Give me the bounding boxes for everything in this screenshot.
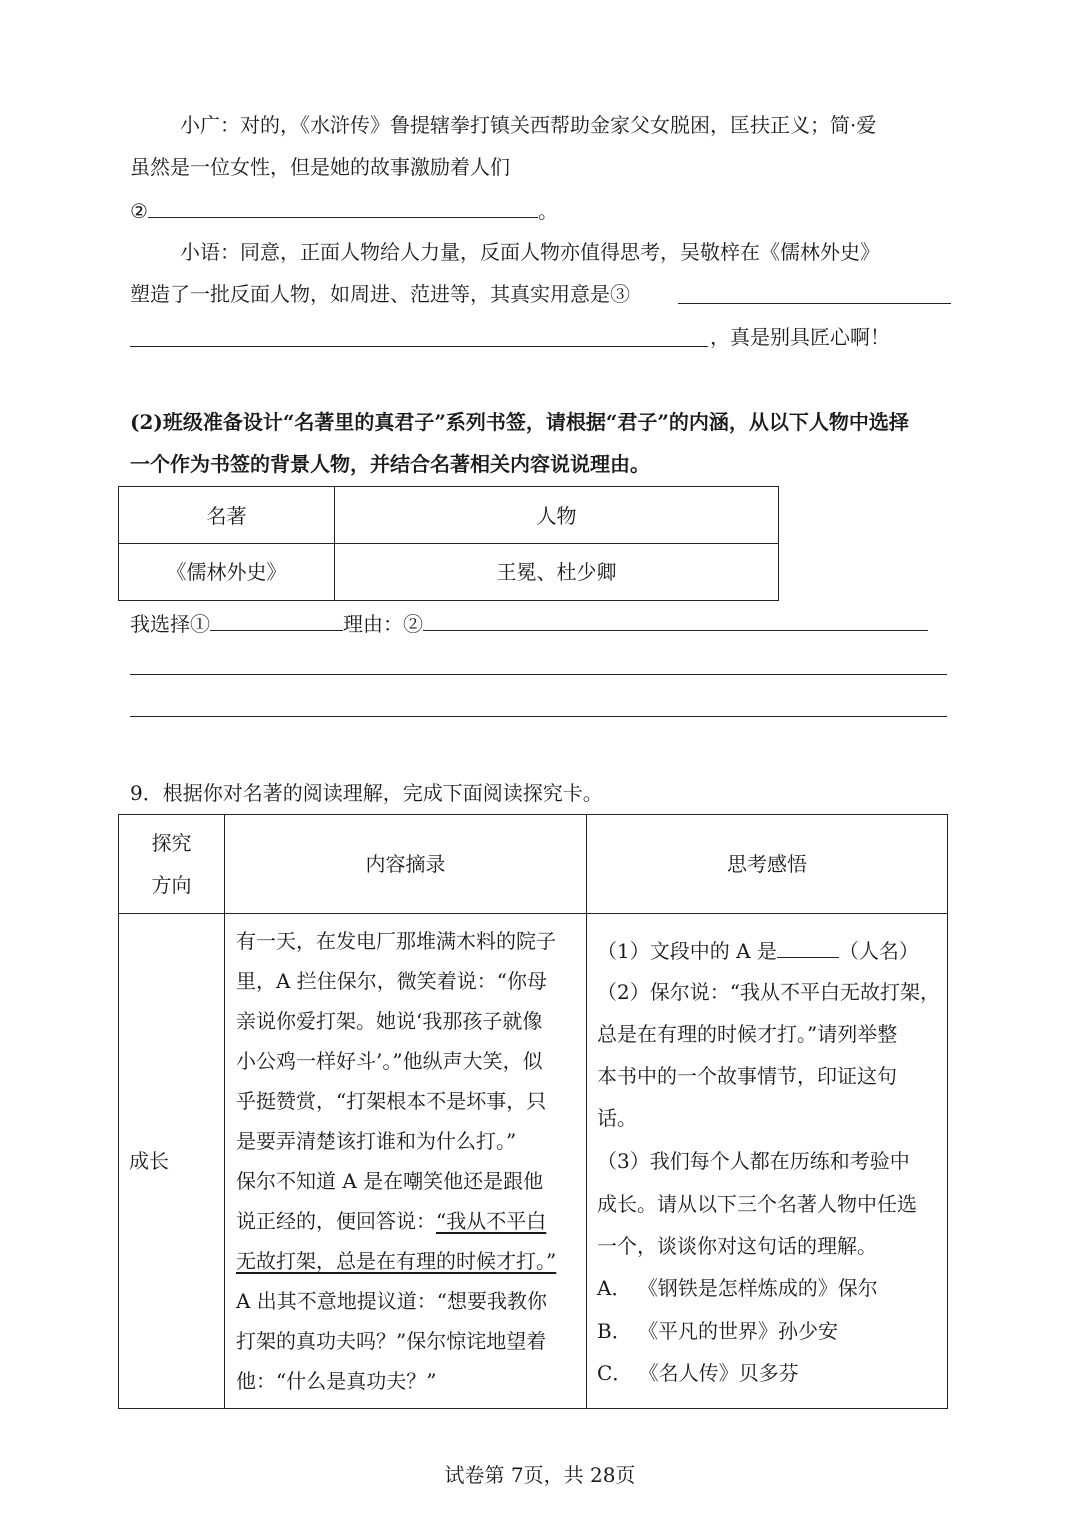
header-excerpt: 内容摘录: [365, 852, 446, 876]
period: 。: [537, 199, 558, 223]
dialogue-xiaoyu-line1: 小语：同意，正面人物给人力量，反面人物亦值得思考，吴敬梓在《儒林外史》: [180, 240, 880, 264]
option-c: C． 《名人传》贝多芬: [597, 1361, 799, 1385]
header-direction-line1: 探究: [151, 831, 192, 855]
dialogue-xiaoyu-line2: 塑造了一批反面人物，如周进、范进等，其真实用意是③: [130, 282, 630, 306]
excerpt-line: 里，A 拦住保尔，微笑着说：“你母: [236, 969, 548, 993]
reflection-line: 成长。请从以下三个名著人物中任选: [597, 1192, 917, 1216]
header-reflection: 思考感悟: [727, 852, 807, 876]
reflection-q1: （1）文段中的 A 是 （人名）: [597, 939, 919, 963]
sub-question-2-line1: (2)班级准备设计“名著里的真君子”系列书签，请根据“君子”的内涵，从以下人物中选择: [130, 410, 909, 434]
answer-blank-3b[interactable]: [130, 346, 708, 347]
reflection-line: （2）保尔说：“我从不平白无故打架，: [597, 980, 940, 1004]
cell-book: 《儒林外史》: [166, 560, 287, 584]
excerpt-line: 乎挺赞赏，“打架根本不是坏事，只: [236, 1089, 547, 1113]
direction-growth: 成长: [129, 1149, 169, 1173]
dialogue-xiaoyu-end: ，真是别具匠心啊！: [710, 325, 890, 349]
sub-question-2-line2: 一个作为书签的背景人物，并结合名著相关内容说说理由。: [130, 452, 650, 476]
choose-label: 我选择①: [130, 612, 210, 636]
excerpt-line: 保尔不知道 A 是在嘲笑他还是跟他: [236, 1169, 544, 1193]
reflection-line: 话。: [597, 1106, 637, 1130]
reflection-line: （3）我们每个人都在历练和考验中: [597, 1149, 910, 1173]
excerpt-line: 打架的真功夫吗？”保尔惊诧地望着: [236, 1329, 547, 1353]
reflection-line: 一个，谈谈你对这句话的理解。: [597, 1234, 877, 1258]
excerpt-line: 他：“什么是真功夫？”: [236, 1369, 437, 1393]
excerpt-plain: 说正经的，便回答说：: [236, 1209, 436, 1233]
answer-line-2: [130, 197, 558, 224]
reflection-line: 本书中的一个故事情节，印证这句: [597, 1064, 897, 1088]
header-direction-line2: 方向: [151, 873, 192, 897]
option-a: A． 《钢铁是怎样炼成的》保尔: [597, 1276, 878, 1300]
answer-blank[interactable]: [148, 197, 538, 218]
reason-blank-line2[interactable]: [130, 674, 947, 675]
dialogue-xiaoguang-line2: 虽然是一位女性，但是她的故事激励着人们: [130, 155, 510, 179]
excerpt-underlined-quote: 无故打架，总是在有理的时候才打。”: [236, 1249, 557, 1273]
excerpt-line: 小公鸡一样好斗’。”他纵声大笑，似: [236, 1049, 543, 1073]
excerpt-line: 是要弄清楚该打谁和为什么打。”: [236, 1129, 517, 1153]
answer-blank-3a[interactable]: [678, 303, 951, 304]
excerpt-line: 有一天，在发电厂那堆满木料的院子: [236, 929, 556, 953]
question-9-title: 9．根据你对名著的阅读理解，完成下面阅读探究卡。: [130, 781, 603, 805]
choose-blank[interactable]: [210, 610, 343, 631]
reason-label: 理由：②: [343, 612, 423, 636]
name-blank[interactable]: [777, 937, 839, 958]
reason-blank-line3[interactable]: [130, 716, 947, 717]
reflection-line: 总是在有理的时候才打。”请列举整: [597, 1022, 898, 1046]
option-b: B． 《平凡的世界》孙少安: [597, 1319, 839, 1343]
cell-characters: 王冕、杜少卿: [496, 560, 617, 584]
blank-label: ②: [130, 199, 148, 223]
excerpt-line: A 出其不意地提议道：“想要我教你: [236, 1289, 548, 1313]
excerpt-line: 亲说你爱打架。她说‘我那孩子就像: [236, 1009, 543, 1033]
excerpt-line: [236, 1208, 546, 1234]
header-character: 人物: [536, 504, 577, 528]
excerpt-underlined-quote: “我从不平白: [436, 1209, 547, 1233]
page-footer: 试卷第 7页，共 28页: [444, 1463, 636, 1487]
reason-blank[interactable]: [423, 610, 928, 631]
reading-inquiry-card: [118, 814, 948, 1409]
choice-line: [130, 610, 928, 637]
dialogue-xiaoguang-line1: 小广：对的，《水浒传》鲁提辖拳打镇关西帮助金家父女脱困，匡扶正义；简·爱: [180, 113, 877, 137]
bookmark-table: [118, 486, 779, 601]
header-book: 名著: [206, 504, 247, 528]
